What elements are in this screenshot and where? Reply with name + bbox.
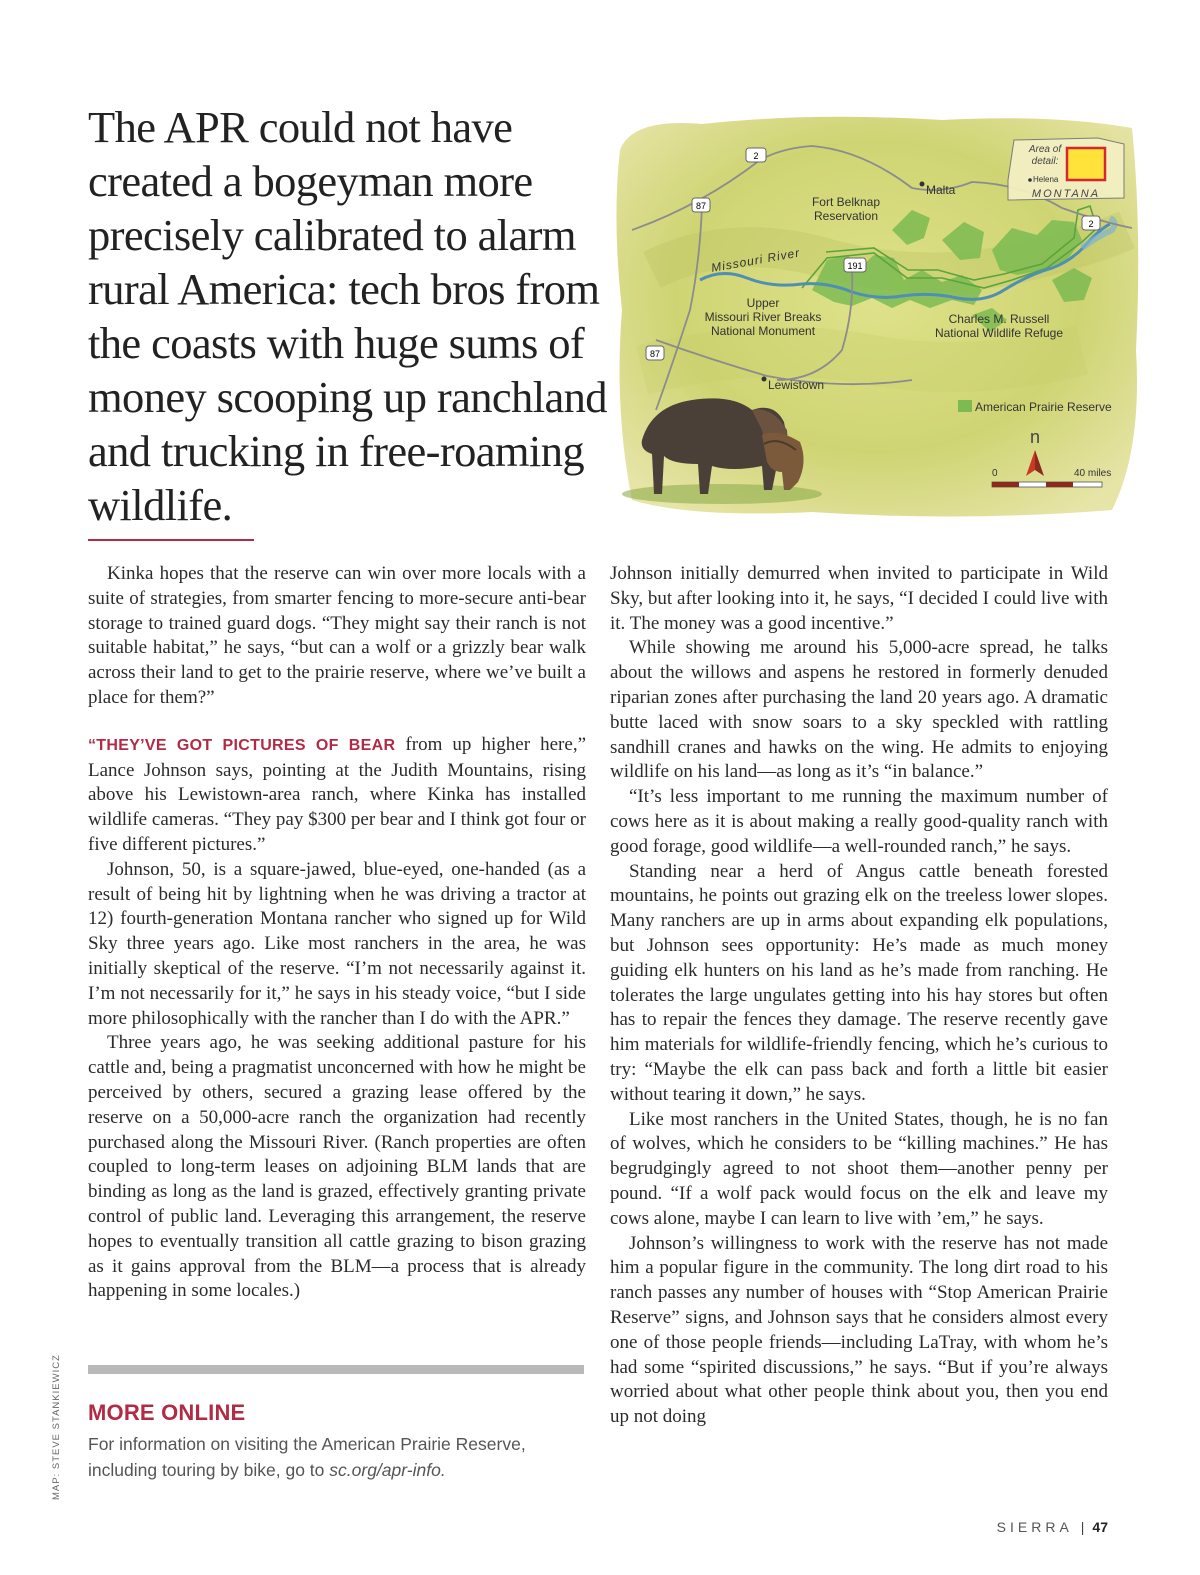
pull-quote-rule [88,539,254,541]
left-paragraph-4: Three years ago, he was seeking additional pasture for his cattle and, being a pragmatist unconcerned with how he might be perceived by others, secured a grazing lease offered by the reserve on a 50,000-acre ranch the organization had recently purchased along the Missouri River. (Ranch properties are often coupled to long-term leases on adjoining BLM lands that are binding as long as the land is grazed, effectively granting private control of public land. Leveraging this arrangement, the reserve hopes to eventually transition all cattle grazing to bison grazing as it gains approval from the BLM—a process that is already happening in some locales.) [88,1032,586,1302]
right-paragraph-6: Johnson’s willingness to work with the reserve has not made him a popular figure in the community. The long dirt road to his ranch passes any number of houses with “Stop American Prairie Reserve” signs, and Johnson says that he considers almost every one of those people friends—including LaTray, with whom he’s had some “spirited discussions,” he says. “But if you’re always worried about what other people think about you, then you end up not doing [610,1232,1108,1428]
highway-87-shield-south: 87 [649,349,661,359]
left-paragraph-2-text: from up higher here,” Lance Johnson says, pointing at the Judith Mountains, rising above his Lewistown-area ranch, where Kinka has installed wildlife cameras. “They pay $300 per bear and I think got four or five different pictures.” [88,733,586,855]
pull-quote: The APR could not have created a bogeyman more precisely calibrated to alarm rural America: tech bros from the coasts with huge sums of money scooping up ranchland and trucking in free-roaming wildlife. [88,102,607,530]
right-column [610,562,1108,1430]
right-paragraph-3: “It’s less important to me running the maximum number of cows here as it is about making a really good-quality ranch with good forage, good wildlife—a well-rounded ranch,” he says. [610,786,1108,857]
label-upper-missouri-3: National Monument [710,324,816,338]
more-online-body: For information on visiting the American Prairie Reserve, including touring by bike, go to [88,1434,526,1480]
inset-locator [1008,138,1124,200]
highway-2-shield: 2 [753,151,759,161]
right-paragraph-2: While showing me around his 5,000-acre spread, he talks about the willows and aspens he restored in formerly denuded riparian zones after purchasing the land 20 years ago. A dramatic butte laced with snow soars to a sky speckled with rattling sandhill cranes and hawks on the wing. He admits to enjoying wildlife on his land—as long as it’s “in balance.” [610,637,1108,783]
left-paragraph-1: Kinka hopes that the reserve can win over more locals with a suite of strategies, from smarter fencing to more-secure anti-bear storage to trained guard dogs. “They might say their ranch is not suitable habitat,” he says, “but can a wolf or a grizzly bear walk across their land to get to the prairie reserve, where we’ve built a place for them?” [88,563,586,708]
section-lead-in: “THEY’VE GOT PICTURES OF BEAR [88,736,396,754]
label-cmr-2: National Wildlife Refuge [934,326,1064,340]
right-paragraph-5: Like most ranchers in the United States, though, he is no fan of wolves, which he considers to be “killing machines.” He has begrudgingly agreed to not shoot them—another penny per pound. “If a wolf pack would focus on the elk and leave my cows alone, maybe I can learn to live with ’em,” he says. [610,1108,1108,1229]
highway-191-shield: 191 [847,261,863,271]
label-lewistown: Lewistown [768,378,825,392]
map-illustration [612,110,1142,520]
left-column [88,562,586,1304]
label-fort-belknap-2: Reservation [813,209,879,223]
label-upper-missouri-2: Missouri River Breaks [704,310,822,324]
more-online-link[interactable]: sc.org/apr-info. [329,1460,446,1480]
scale-start: 0 [992,468,998,479]
legend-label: American Prairie Reserve [975,400,1112,414]
more-online-text [88,1431,588,1483]
left-paragraph-2 [88,733,586,858]
magazine-name: SIERRA [996,1519,1073,1535]
north-arrow-icon: n [1029,427,1041,447]
map-credit: MAP: STEVE STANKIEWICZ [51,1354,62,1500]
right-paragraph-1: Johnson initially demurred when invited to participate in Wild Sky, but after looking into it, he says, “I decided I could live with it. The money was a good incentive.” [610,563,1108,634]
footer-separator: | [1080,1519,1085,1535]
inset-detail-label: detail: [1031,156,1059,167]
label-malta: Malta [926,183,956,197]
inset-area-label: Area of [1028,144,1062,155]
highway-2-shield-east: 2 [1088,219,1094,229]
inset-city-label: Helena [1033,175,1059,184]
page-number: 47 [1092,1519,1108,1535]
legend-swatch [958,400,972,412]
label-fort-belknap-1: Fort Belknap [811,195,881,209]
more-online-bar [88,1365,584,1374]
right-paragraph-4: Standing near a herd of Angus cattle beneath forested mountains, he points out grazing elk on the treeless lower slopes. Many ranchers are up in arms about expanding elk populations, but Johnson sees opportunity: He’s made as much money guiding elk hunters on his land as he’s made from ranching. He tolerates the large ungulates getting into his hay stores but often has to repair the fences they damage. The reserve recently gave him materials for wildlife-friendly fencing, which he’s curious to try: “Maybe the elk can pass back and forth a little bit easier without tearing it down,” he says. [610,860,1108,1105]
label-upper-missouri-1: Upper [746,296,780,310]
label-cmr-1: Charles M. Russell [948,312,1050,326]
inset-state-label: MONTANA [1031,188,1101,200]
label-missouri-river: Missouri River [710,245,802,275]
reserve-map [612,110,1142,520]
left-paragraph-3: Johnson, 50, is a square-jawed, blue-eyed, one-handed (as a result of being hit by lightning when he was driving a tractor at 12) fourth-generation Montana rancher who signed up for Wild Sky three years ago. Like most ranchers in the area, he was initially skeptical of the reserve. “I’m not necessarily against it. I’m not necessarily for it,” he says in his steady voice, “but I side more philosophically with the rancher than I do with the APR.” [88,858,586,1029]
scale-end: 40 miles [1074,468,1112,479]
highway-87-shield: 87 [695,201,707,211]
more-online-title: MORE ONLINE [88,1400,246,1425]
page-footer [997,1519,1108,1535]
